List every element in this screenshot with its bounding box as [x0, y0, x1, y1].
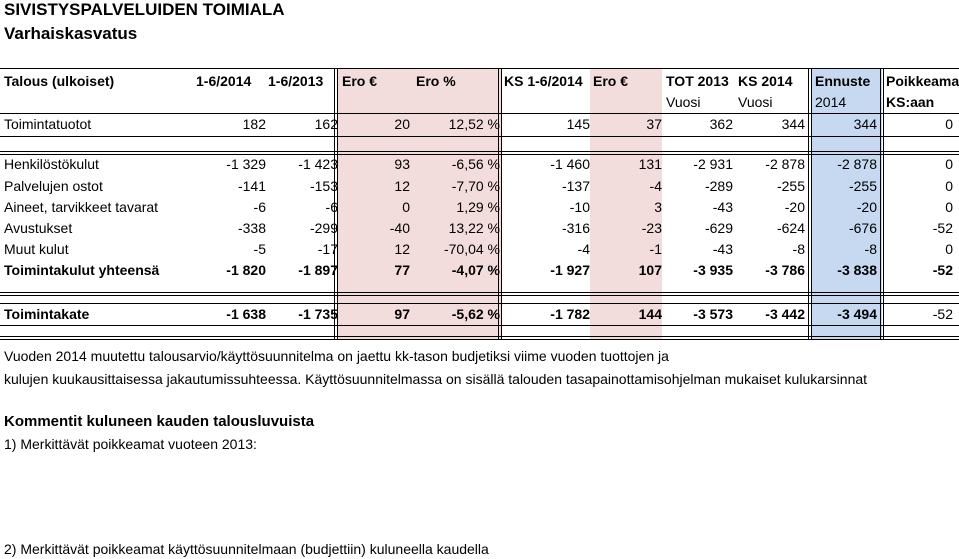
table-cell: -676	[848, 220, 877, 236]
table-cell: 20	[394, 116, 410, 132]
table-cell: 162	[314, 116, 338, 132]
table-cell: 12	[394, 241, 410, 257]
row-label: Toimintatuotot	[4, 116, 92, 132]
table-cell: -255	[776, 178, 805, 194]
row-label: Toimintakulut yhteensä	[4, 262, 160, 278]
header-bottom-rule	[0, 113, 959, 114]
row-label: Aineet, tarvikkeet tavarat	[4, 199, 159, 215]
table-cell: -1 423	[298, 156, 338, 172]
table-cell: -316	[561, 220, 590, 236]
table-cell: -40	[389, 220, 410, 236]
table-cell: -137	[561, 178, 590, 194]
margin-bottom-rule	[0, 325, 959, 326]
table-cell: -1 897	[298, 262, 338, 278]
table-cell: -3 573	[693, 306, 733, 322]
table-cell: -1 460	[550, 156, 590, 172]
table-cell: -20	[856, 199, 877, 215]
table-cell: -4	[577, 241, 590, 257]
table-cell: -43	[712, 241, 733, 257]
table-cell: 0	[945, 156, 953, 172]
table-cell: -5	[253, 241, 266, 257]
page-title: SIVISTYSPALVELUIDEN TOIMIALA	[4, 0, 285, 19]
table-cell: -8	[792, 241, 805, 257]
header-col-10: Poikkeama	[886, 73, 959, 89]
table-cell: -255	[848, 178, 877, 194]
table-cell: -20	[784, 199, 805, 215]
table-cell: 37	[646, 116, 662, 132]
table-cell: -4	[649, 178, 662, 194]
table-cell: -2 931	[693, 156, 733, 172]
table-cell: -629	[704, 220, 733, 236]
comment-item-2: 2) Merkittävät poikkeamat käyttösuunnitelmaan (budjettiin) kuluneella kaudella	[4, 541, 489, 557]
income-bottom-rule	[0, 136, 959, 137]
table-cell: 3	[654, 199, 662, 215]
table-cell: 0	[945, 199, 953, 215]
comment-item-1: 1) Merkittävät poikkeamat vuoteen 2013:	[4, 436, 257, 452]
table-cell: -1 638	[226, 306, 266, 322]
header-label: Talous (ulkoiset)	[4, 73, 115, 89]
table-cell: -3 935	[693, 262, 733, 278]
table-cell: -70,04 %	[443, 241, 500, 257]
table-end-rule	[0, 336, 959, 340]
table-cell: -52	[932, 262, 953, 278]
table-cell: -23	[641, 220, 662, 236]
table-cell: 0	[945, 116, 953, 132]
table-cell: -153	[309, 178, 338, 194]
table-cell: 0	[945, 178, 953, 194]
table-cell: 344	[781, 116, 805, 132]
table-cell: -1 735	[298, 306, 338, 322]
table-cell: -17	[317, 241, 338, 257]
table-cell: -6	[325, 199, 338, 215]
table-cell: -2 878	[765, 156, 805, 172]
table-cell: -5,62 %	[451, 306, 500, 322]
table-cell: 13,22 %	[448, 220, 500, 236]
table-cell: -2 878	[837, 156, 877, 172]
header-col-6: Ero €	[593, 73, 629, 89]
header-col-1: 1-6/2014	[196, 73, 252, 89]
table-cell: 97	[394, 306, 410, 322]
table-cell: -3 442	[765, 306, 805, 322]
row-label: Palvelujen ostot	[4, 178, 103, 194]
header-sub-8: Vuosi	[738, 94, 773, 110]
table-cell: -3 786	[765, 262, 805, 278]
table-cell: 93	[394, 156, 410, 172]
table-cell: -338	[237, 220, 266, 236]
comments-heading: Kommentit kuluneen kauden talousluvuista	[4, 413, 315, 430]
table-cell: -52	[932, 220, 953, 236]
table-cell: 131	[638, 156, 662, 172]
table-cell: 0	[402, 199, 410, 215]
row-label: Avustukset	[4, 220, 73, 236]
header-top-rule	[0, 68, 959, 69]
table-cell: 362	[709, 116, 733, 132]
table-cell: 344	[853, 116, 877, 132]
row-label: Toimintakate	[4, 306, 90, 322]
table-cell: -6,56 %	[451, 156, 500, 172]
table-cell: -43	[712, 199, 733, 215]
table-cell: -1 927	[550, 262, 590, 278]
table-cell: -8	[864, 241, 877, 257]
header-sub-10: KS:aan	[886, 94, 935, 110]
table-cell: -141	[237, 178, 266, 194]
row-label: Muut kulut	[4, 241, 69, 257]
table-cell: -1	[649, 241, 662, 257]
header-col-4: Ero %	[416, 73, 456, 89]
header-col-2: 1-6/2013	[268, 73, 324, 89]
table-cell: 144	[638, 306, 662, 322]
table-cell: 77	[394, 262, 410, 278]
table-cell: -1 782	[550, 306, 590, 322]
header-sub-9: 2014	[815, 94, 847, 110]
table-cell: 145	[566, 116, 590, 132]
header-col-9: Ennuste	[815, 73, 871, 89]
page-subtitle: Varhaiskasvatus	[4, 24, 138, 43]
table-cell: -1 329	[226, 156, 266, 172]
table-cell: -624	[776, 220, 805, 236]
margin-top-rule	[0, 303, 959, 304]
column-separator-4	[880, 68, 884, 340]
table-cell: 1,29 %	[456, 199, 500, 215]
table-cell: -52	[932, 306, 953, 322]
table-cell: 0	[945, 241, 953, 257]
table-cell: -1 820	[226, 262, 266, 278]
header-col-3: Ero €	[342, 73, 378, 89]
table-cell: -10	[569, 199, 590, 215]
row-label: Henkilöstökulut	[4, 156, 99, 172]
table-cell: -3 838	[837, 262, 877, 278]
table-cell: 12	[394, 178, 410, 194]
table-cell: 107	[638, 262, 662, 278]
note-line-2: kulujen kuukausittaisessa jakautumissuhteessa. Käyttösuunnitelmassa on sisällä talouden tasapainottamisohjelman mukaiset kulukarsinnat	[4, 371, 868, 387]
table-cell: -6	[253, 199, 266, 215]
header-col-8: KS 2014	[738, 73, 793, 89]
header-col-7: TOT 2013	[666, 73, 729, 89]
total-double-rule	[0, 292, 959, 296]
table-cell: -3 494	[837, 306, 877, 322]
table-cell: -7,70 %	[451, 178, 500, 194]
table-cell: 182	[242, 116, 266, 132]
table-cell: -299	[309, 220, 338, 236]
note-line-1: Vuoden 2014 muutettu talousarvio/käyttösuunnitelma on jaettu kk-tason budjetiksi viime vuoden tuottojen ja	[4, 348, 669, 364]
table-cell: 12,52 %	[448, 116, 500, 132]
header-sub-7: Vuosi	[666, 94, 701, 110]
table-cell: -289	[704, 178, 733, 194]
table-cell: -4,07 %	[451, 262, 500, 278]
header-col-5: KS 1-6/2014	[504, 73, 583, 89]
